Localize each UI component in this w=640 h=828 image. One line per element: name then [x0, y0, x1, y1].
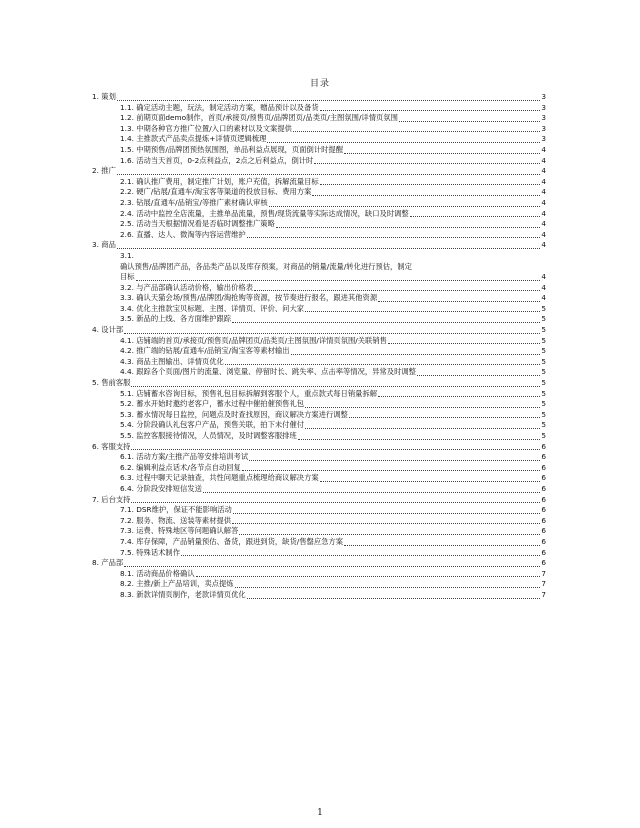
toc-entry-5-3[interactable]: [92, 410, 546, 421]
toc-leader-dots: [232, 523, 540, 524]
toc-page-number: 6: [541, 526, 546, 536]
toc-entry-text: 7.5. 特殊话术制作: [120, 547, 181, 557]
toc-page-number: 3: [541, 92, 546, 101]
toc-leader-dots: [417, 375, 540, 376]
toc-leader-dots: [320, 184, 541, 185]
toc-leader-dots: [196, 576, 541, 577]
toc-leader-dots: [378, 396, 540, 397]
toc-entry-6-4[interactable]: [92, 484, 546, 495]
toc-leader-dots: [344, 153, 540, 154]
toc-leader-dots: [267, 142, 540, 143]
toc-entry-1-4[interactable]: [92, 134, 546, 145]
toc-entry-text: 1.5. 中期预售/品牌团预热氛围图，单品利益点展现，页面倒计时提醒: [120, 144, 344, 154]
toc-entry-text: 5. 售前客服: [92, 378, 131, 388]
toc-entry-2-4[interactable]: [92, 209, 546, 220]
toc-entry-text: 6.4. 分阶段安排短信发送: [120, 483, 202, 493]
toc-entry-text: 2.4. 活动中监控全店流量，主推单品流量，预售/现货流量等实际达成情况，缺口及时调整: [120, 208, 409, 218]
toc-page-number: 5: [541, 388, 546, 398]
toc-leader-dots: [239, 534, 540, 535]
toc-page-number: 5: [541, 409, 546, 419]
toc-page-number: 5: [541, 420, 546, 430]
toc-entry-6-2[interactable]: [92, 463, 546, 474]
toc-entry-7-5[interactable]: [92, 548, 546, 559]
toc-page-number: 5: [541, 335, 546, 345]
toc-page-number: 6: [541, 558, 546, 568]
toc-page-number: 4: [541, 282, 546, 292]
toc-leader-dots: [117, 100, 540, 101]
toc-page-number: 4: [541, 166, 546, 176]
toc-entry-text: 4. 设计部: [92, 325, 124, 335]
toc-page-number: 3: [541, 102, 546, 112]
toc-leader-dots: [203, 492, 540, 493]
toc-page-number: 4: [541, 144, 546, 154]
toc-entry-text: 2. 推广: [92, 166, 116, 176]
toc-page-number: 4: [541, 187, 546, 197]
toc-entry-text: 3.3. 确认天猫会场/预售/品牌团/淘抢购等资源，按节奏进行报名，跟进其他资源: [120, 293, 378, 303]
toc-entry-3-3[interactable]: [92, 293, 546, 304]
toc-entry-text: 5.1. 店铺蓄水咨询目标，预售礼包目标拆解到客服个人，重点款式每日销量拆解: [120, 388, 378, 398]
toc-entry-4-4[interactable]: [92, 367, 546, 378]
toc-page-number: 4: [541, 229, 546, 239]
toc-entry-5-4[interactable]: [92, 420, 546, 431]
toc-entry-text: 1.3. 中期各种官方推广位置/入口的素材以及文案提供: [120, 123, 292, 133]
toc-leader-dots: [131, 386, 540, 387]
toc-entry-5-2[interactable]: [92, 399, 546, 410]
toc-entry-2[interactable]: [92, 166, 546, 177]
toc-leader-dots: [344, 545, 540, 546]
toc-entry-7-3[interactable]: [92, 526, 546, 537]
toc-page-number: 6: [541, 483, 546, 493]
toc-page-number: 4: [541, 197, 546, 207]
toc-page-number: 3: [541, 134, 546, 144]
toc-page-number: 4: [541, 293, 546, 303]
toc-entry-text: 3.5. 新品的上线、各方面维护跟踪: [120, 314, 232, 324]
toc-leader-dots: [388, 343, 540, 344]
toc-page-number: 3: [541, 113, 546, 123]
toc-entry-text: 1.4. 主推款式产品卖点提炼+详情页逻辑梳理: [120, 134, 267, 144]
toc-entry-text: 7.4. 库存保障，产品销量预估、备货，跟进到货，缺货/售罄应急方案: [120, 536, 344, 546]
toc-page-number: 6: [541, 441, 546, 451]
toc-leader-dots: [378, 301, 540, 302]
toc-entry-text: 5.2. 蓄水开始时邀约老客户，蓄水过程中催拍催预售礼包: [120, 399, 305, 409]
toc-entry-7-1[interactable]: [92, 505, 546, 516]
toc-page-number: 7: [541, 579, 546, 589]
toc-leader-dots: [232, 322, 540, 323]
toc-page-number: 5: [541, 367, 546, 377]
toc-entry-8-1[interactable]: [92, 569, 546, 580]
toc-leader-dots: [320, 481, 541, 482]
toc-page-number: 6: [541, 536, 546, 546]
toc-entry-text: 1. 策划: [92, 92, 116, 101]
toc-page-number: 6: [541, 462, 546, 472]
toc-entry-text: 3.4. 优化主推款宝贝标题、主图、详情页、评价、问大家: [120, 303, 305, 313]
toc-entry-3-2[interactable]: [92, 283, 546, 294]
table-of-contents: [92, 92, 546, 601]
toc-leader-dots: [314, 163, 540, 164]
toc-entry-6[interactable]: [92, 442, 546, 453]
toc-leader-dots: [312, 195, 540, 196]
toc-leader-dots: [235, 587, 541, 588]
toc-leader-dots: [117, 174, 540, 175]
toc-entry-text: 1.1. 确定活动主题，玩法，制定活动方案，赠品预计以及备货: [120, 102, 319, 112]
toc-entry-text: 3. 商品: [92, 240, 116, 250]
toc-leader-dots: [249, 460, 540, 461]
toc-title: 目录: [309, 79, 330, 89]
toc-entry-1-3[interactable]: [92, 124, 546, 135]
toc-entry-text: 8. 产品部: [92, 558, 124, 568]
toc-entry-1-5[interactable]: [92, 145, 546, 156]
toc-page-number: 4: [541, 219, 546, 229]
toc-entry-text: 6.2. 编辑利益点话术/各节点自动回复: [120, 462, 241, 472]
toc-entry-text: 确认预售/品牌团产品，各品类产品以及库存预案，对商品的销量/流量/转化进行预估，制定: [120, 261, 412, 271]
toc-page-number: 5: [541, 346, 546, 356]
toc-page-number: 3: [541, 123, 546, 133]
toc-entry-4-2[interactable]: [92, 346, 546, 357]
toc-entry-text: 1.6. 活动当天首页，0-2点利益点，2点之后利益点，倒计时: [120, 155, 314, 165]
toc-page-number: 5: [541, 378, 546, 388]
toc-entry-3-5[interactable]: [92, 314, 546, 325]
toc-page-number: 6: [541, 473, 546, 483]
toc-page-number: 5: [541, 399, 546, 409]
toc-entry-7-4[interactable]: [92, 537, 546, 548]
toc-entry-text: 5.5. 监控客服接待情况，人员情况，及时调整客服排班: [120, 431, 297, 440]
toc-leader-dots: [399, 121, 540, 122]
toc-entry-2-6[interactable]: [92, 230, 546, 241]
toc-page-number: 6: [541, 452, 546, 462]
toc-leader-dots: [320, 110, 541, 111]
toc-leader-dots: [298, 439, 541, 440]
toc-page-number: 6: [541, 515, 546, 525]
toc-entry-2-3[interactable]: [92, 198, 546, 209]
toc-entry-7[interactable]: [92, 495, 546, 506]
toc-entry-text: 3.2. 与产品部确认活动价格，输出价格表: [120, 282, 253, 292]
toc-leader-dots: [254, 290, 540, 291]
toc-entry-text: 8.1. 活动商品价格确认: [120, 568, 195, 578]
toc-page-number: 6: [541, 494, 546, 504]
toc-page-number: 5: [541, 314, 546, 324]
toc-page-number: 4: [541, 176, 546, 186]
toc-leader-dots: [131, 502, 540, 503]
toc-entry-8-2[interactable]: [92, 579, 546, 590]
toc-page-number: 5: [541, 303, 546, 313]
toc-entry-2-2[interactable]: [92, 187, 546, 198]
toc-entry-4-3[interactable]: [92, 357, 546, 368]
toc-entry-text: 5.3. 蓄水情况每日监控，问题点及时查找原因，商议解决方案进行调整: [120, 409, 348, 419]
toc-entry-5[interactable]: [92, 378, 546, 389]
toc-leader-dots: [124, 333, 540, 334]
toc-entry-2-1[interactable]: [92, 177, 546, 188]
toc-leader-dots: [276, 227, 540, 228]
toc-leader-dots: [181, 555, 540, 556]
toc-entry-1-1[interactable]: [92, 103, 546, 114]
toc-page-number: 4: [541, 272, 546, 282]
toc-entry-6-3[interactable]: [92, 473, 546, 484]
toc-entry-text: 4.4. 跟踪各个页面/图片的流量、浏览量、停留时长、跳失率、点击率等情况，异常及时调整: [120, 367, 416, 377]
toc-page-number: 4: [541, 155, 546, 165]
toc-entry-text-end: 目标: [120, 272, 135, 282]
toc-page-number: 6: [541, 547, 546, 557]
toc-entry-text: 7. 后台支持: [92, 494, 131, 504]
toc-entry-text: 4.3. 商品主图输出、详情页优化: [120, 356, 224, 366]
toc-entry-text: 8.2. 主推/新上产品培训，卖点提炼: [120, 579, 234, 589]
toc-entry-text: 2.6. 直播、达人、微淘等内容运营维护: [120, 229, 246, 239]
toc-entry-6-1[interactable]: [92, 452, 546, 463]
toc-page-number: 4: [541, 208, 546, 218]
toc-leader-dots: [247, 598, 541, 599]
toc-entry-text: 6.3. 过程中聊天记录抽查，共性问题重点梳理给商议解决方案: [120, 473, 319, 483]
toc-entry-text: 8.3. 新款详情页制作，老款详情页优化: [120, 589, 246, 599]
toc-entry-text: 2.2. 硬广/钻展/直通车/淘宝客等渠道的投放目标、费用方案: [120, 187, 312, 197]
toc-entry-3[interactable]: [92, 240, 546, 251]
toc-leader-dots: [293, 131, 540, 132]
toc-leader-dots: [131, 449, 540, 450]
toc-leader-dots: [349, 417, 540, 418]
toc-entry-8[interactable]: [92, 558, 546, 569]
toc-entry-text: 7.2. 服务、物流、送装等素材提供: [120, 515, 232, 525]
toc-entry-text: 7.3. 运费、特殊地区等问题确认解答: [120, 526, 239, 536]
toc-entry-number: 3.1.: [120, 250, 134, 260]
toc-entry-text: 2.3. 钻展/直通车/品销宝/等推广素材确认审核: [120, 197, 268, 207]
toc-page-number: 7: [541, 589, 546, 599]
toc-entry-5-1[interactable]: [92, 389, 546, 400]
toc-entry-text: 1.2. 前期页面demo制作，首页/承接页/预售页/品牌团页/品类页/主图氛围/详情页氛围: [120, 113, 398, 123]
toc-leader-dots: [225, 364, 541, 365]
toc-entry-4[interactable]: [92, 325, 546, 336]
toc-entry-1[interactable]: [92, 92, 546, 103]
toc-leader-dots: [305, 407, 540, 408]
toc-entry-text: 6. 客服支持: [92, 441, 131, 451]
toc-entry-text: 7.1. DSR维护，保证不能影响活动: [120, 505, 232, 515]
toc-entry-4-1[interactable]: [92, 336, 546, 347]
toc-leader-dots: [124, 566, 540, 567]
toc-leader-dots: [233, 513, 541, 514]
toc-page-number: 5: [541, 431, 546, 440]
toc-entry-3-4[interactable]: [92, 304, 546, 315]
toc-leader-dots: [247, 237, 541, 238]
toc-page-number: 5: [541, 356, 546, 366]
toc-entry-8-3[interactable]: [92, 590, 546, 601]
toc-page-number: 6: [541, 505, 546, 515]
toc-leader-dots: [305, 311, 540, 312]
toc-entry-7-2[interactable]: [92, 516, 546, 527]
toc-entry-text: 2.1. 确认推广费用，制定推广计划，账户充值，拆解流量目标: [120, 176, 319, 186]
toc-entry-1-2[interactable]: [92, 113, 546, 124]
toc-entry-2-5[interactable]: [92, 219, 546, 230]
toc-entry-text: 4.2. 推广端的钻展/直通车/品销宝/淘宝客等素材输出: [120, 346, 290, 356]
toc-leader-dots: [269, 206, 541, 207]
toc-page-number: 7: [541, 568, 546, 578]
page-number: 1: [317, 808, 323, 818]
toc-page-number: 5: [541, 325, 546, 335]
toc-entry-text: 6.1. 活动方案/主推产品等安排培训考试: [120, 452, 249, 462]
toc-page-number: 4: [541, 240, 546, 250]
toc-leader-dots: [117, 248, 540, 249]
toc-entry-text: 4.1. 店铺端的首页/承接页/预售页/品牌团页/品类页/主图氛围/详情页氛围/关联销售: [120, 335, 387, 345]
toc-entry-3-1[interactable]: [92, 251, 546, 283]
toc-leader-dots: [305, 428, 540, 429]
toc-entry-1-6[interactable]: [92, 156, 546, 167]
toc-leader-dots: [136, 280, 541, 281]
toc-entry-last-line: [120, 272, 546, 283]
toc-leader-dots: [242, 470, 540, 471]
toc-entry-text: 2.5. 活动当天根据情况看是否临时调整推广策略: [120, 219, 275, 229]
toc-entry-5-5[interactable]: [92, 431, 546, 442]
toc-entry-text: 5.4. 分阶段确认礼包客户产品，预售关联，拍下未付催付: [120, 420, 305, 430]
toc-leader-dots: [410, 216, 541, 217]
toc-leader-dots: [291, 354, 541, 355]
